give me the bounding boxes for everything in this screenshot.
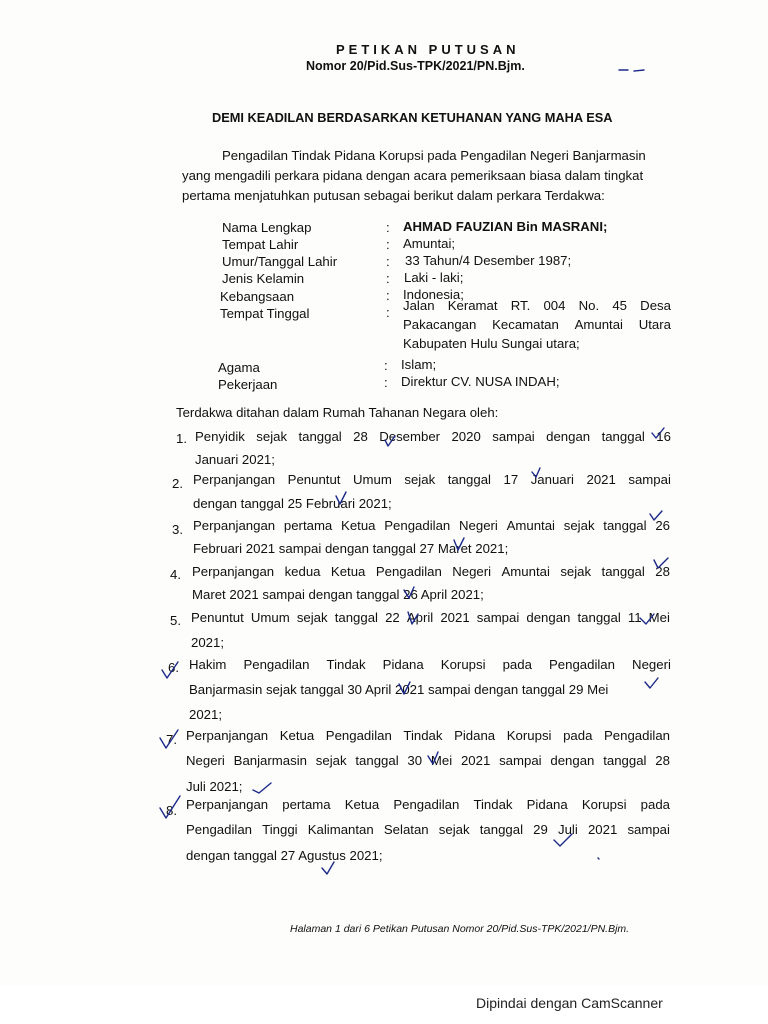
detention-5-line-2: 2021; [191,635,225,650]
detention-8-line-2: Pengadilan Tinggi Kalimantan Selatan sejak tanggal 29 Juli 2021 sampai [186,822,670,837]
sep-nama: : [386,220,390,235]
value-umur: 33 Tahun/4 Desember 1987; [405,253,572,268]
detention-4-line-1: Perpanjangan kedua Ketua Pengadilan Negeri Amuntai sejak tanggal 28 [192,564,670,579]
detention-7-line-2: Negeri Banjarmasin sejak tanggal 30 Mei 2021 sampai dengan tanggal 28 [186,753,670,768]
ink-check-1b [652,428,664,438]
detention-5-line-1: Penuntut Umum sejak tanggal 22 April 2021 sampai dengan tanggal 11 Mei [191,610,670,625]
case-number: Nomor 20/Pid.Sus-TPK/2021/PN.Bjm. [306,59,525,73]
detention-7-line-1: Perpanjangan Ketua Pengadilan Tindak Pidana Korupsi pada Pengadilan [186,728,670,743]
detention-num-8: 8. [166,803,177,818]
ink-check-8b [322,862,334,874]
ink-check-8-num [160,796,180,818]
value-agama: Islam; [401,357,437,372]
detention-num-2: 2. [172,476,183,491]
label-tempat-tinggal: Tempat Tinggal [220,306,310,321]
ink-check-2b [336,492,346,504]
value-tempat-tinggal-line-2: Pakacangan Kecamatan Amuntai Utara [403,317,671,332]
value-kebangsaan: Indonesia; [403,287,464,302]
label-pekerjaan: Pekerjaan [218,377,278,392]
sep-tempat-tinggal: : [386,305,390,320]
detention-3-line-2: Februari 2021 sampai dengan tanggal 27 Maret 2021; [193,541,509,556]
page-footer: Halaman 1 dari 6 Petikan Putusan Nomor 20/Pid.Sus-TPK/2021/PN.Bjm. [290,923,630,935]
detention-num-6: 6. [168,660,179,675]
value-pekerjaan: Direktur CV. NUSA INDAH; [401,374,560,389]
label-kebangsaan: Kebangsaan [220,289,295,304]
detention-8-line-3: dengan tanggal 27 Agustus 2021; [186,848,383,863]
value-jenis-kelamin: Laki - laki; [404,270,464,285]
detention-2-line-1: Perpanjangan Penuntut Umum sejak tanggal 17 Januari 2021 sampai [193,472,671,487]
sep-agama: : [384,358,388,373]
detention-3-line-1: Perpanjangan pertama Ketua Pengadilan Negeri Amuntai sejak tanggal 26 [193,518,670,533]
detention-num-3: 3. [172,522,183,537]
intro-line-1: Pengadilan Tindak Pidana Korupsi pada Pengadilan Negeri Banjarmasin [222,148,646,163]
document-title: PETIKAN PUTUSAN [336,42,520,57]
label-tempat-lahir: Tempat Lahir [222,237,299,252]
intro-line-2: yang mengadili perkara pidana dengan acara pemeriksaan biasa dalam tingkat [182,168,644,183]
detention-num-7: 7. [166,732,177,747]
irah-irah-heading: DEMI KEADILAN BERDASARKAN KETUHANAN YANG MAHA ESA [212,110,613,125]
ink-check-3b [454,538,464,550]
detention-num-5: 5. [170,613,181,628]
detention-intro: Terdakwa ditahan dalam Rumah Tahanan Negara oleh: [176,405,499,420]
value-tempat-tinggal-line-1: Jalan Keramat RT. 004 No. 45 Desa [403,298,671,313]
value-nama: AHMAD FAUZIAN Bin MASRANI; [403,219,608,234]
ink-check-1a [385,436,395,446]
ink-check-5b [640,614,654,624]
detention-num-4: 4. [170,567,181,582]
sep-pekerjaan: : [384,375,388,390]
label-agama: Agama [218,360,260,375]
ink-check-7a [428,752,438,764]
detention-1-line-2: Januari 2021; [195,452,275,467]
sep-umur: : [386,254,390,269]
ink-check-5a [408,612,418,624]
detention-7-line-3: Juli 2021; [186,779,243,794]
detention-6-line-1: Hakim Pengadilan Tindak Pidana Korupsi pada Pengadilan Negeri [189,657,671,672]
label-jenis-kelamin: Jenis Kelamin [222,271,305,286]
ink-check-4a [654,558,668,568]
ink-check-8a [554,834,572,846]
detention-8-line-1: Perpanjangan pertama Ketua Pengadilan Tindak Pidana Korupsi pada [186,797,670,812]
detention-num-1: 1. [176,431,187,446]
ink-check-7b [253,783,271,793]
camscanner-watermark: Dipindai dengan CamScanner [476,995,663,1011]
detention-6-line-3: 2021; [189,707,223,722]
label-nama: Nama Lengkap [222,220,312,235]
value-tempat-lahir: Amuntai; [403,236,456,251]
detention-1-line-1: Penyidik sejak tanggal 28 Desember 2020 sampai dengan tanggal 16 [195,429,671,444]
detention-2-line-2: dengan tanggal 25 Februari 2021; [193,496,392,511]
intro-line-3: pertama menjatuhkan putusan sebagai berikut dalam perkara Terdakwa: [182,188,605,203]
ink-check-4b [404,587,414,598]
ink-dash-header [619,70,644,71]
sep-tempat-lahir: : [386,237,390,252]
sep-jenis-kelamin: : [386,271,390,286]
ink-check-6b [645,678,658,688]
ink-check-6-num [162,662,178,678]
ink-check-7-num [160,730,178,748]
ink-check-6a [399,682,410,694]
detention-6-line-2: Banjarmasin sejak tanggal 30 April 2021 sampai dengan tanggal 29 Mei [189,682,609,697]
ink-dot [598,858,599,859]
label-umur: Umur/Tanggal Lahir [222,254,338,269]
detention-4-line-2: Maret 2021 sampai dengan tanggal 26 April 2021; [192,587,484,602]
ink-check-3a [650,511,662,520]
ink-check-2a [532,468,540,477]
sep-kebangsaan: : [386,288,390,303]
value-tempat-tinggal-line-3: Kabupaten Hulu Sungai utara; [403,336,580,351]
